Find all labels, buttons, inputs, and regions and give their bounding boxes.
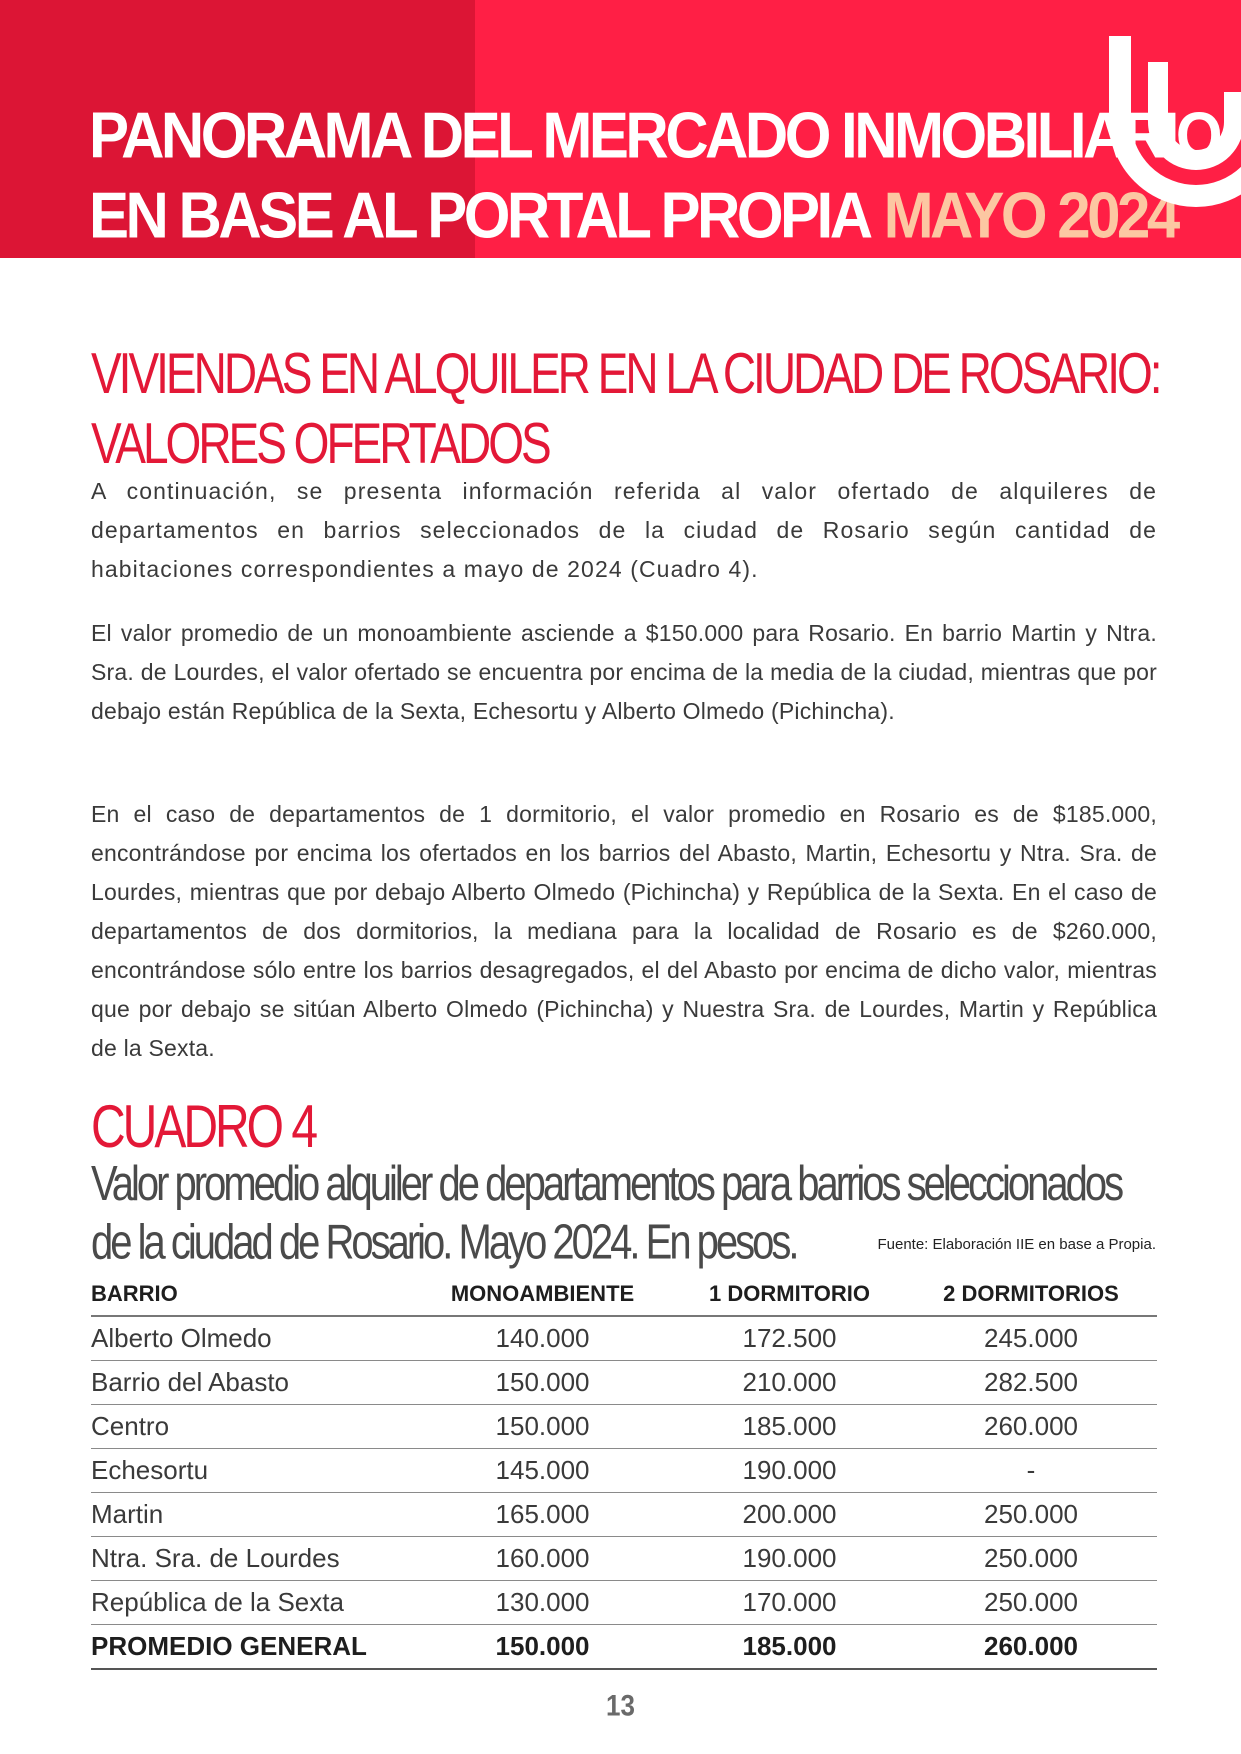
table-source: Fuente: Elaboración IIE en base a Propia.	[877, 1236, 1156, 1253]
cell-2-dormitorios: 260.000	[905, 1405, 1157, 1449]
table-label: CUADRO 4	[91, 1094, 316, 1161]
brand-logo-icon	[1096, 22, 1241, 222]
cell-2-dormitorios: -	[905, 1449, 1157, 1493]
cell-2-dormitorios: 282.500	[905, 1361, 1157, 1405]
table-row	[91, 1361, 1157, 1405]
cell-total-label: PROMEDIO GENERAL	[91, 1625, 411, 1670]
cell-total-monoambiente: 150.000	[411, 1625, 674, 1670]
cell-total-2-dormitorios: 260.000	[905, 1625, 1157, 1670]
cell-1-dormitorio: 190.000	[674, 1537, 905, 1581]
cell-1-dormitorio: 200.000	[674, 1493, 905, 1537]
report-title	[89, 96, 1219, 256]
rent-table	[91, 1272, 1157, 1670]
header-2-dormitorios: 2 DORMITORIOS	[905, 1272, 1157, 1316]
cell-2-dormitorios: 250.000	[905, 1581, 1157, 1625]
cell-1-dormitorio: 210.000	[674, 1361, 905, 1405]
header-monoambiente: MONOAMBIENTE	[411, 1272, 674, 1316]
paragraph-intro: A continuación, se presenta información referida al valor ofertado de alquileres de departamentos en barrios seleccionados de la ciudad de Rosario según cantidad de habitaciones correspondientes a mayo de 2024 (Cuadro 4).	[91, 478, 1157, 582]
table-row	[91, 1405, 1157, 1449]
cell-monoambiente: 165.000	[411, 1493, 674, 1537]
header-barrio: BARRIO	[91, 1272, 411, 1316]
cell-barrio: República de la Sexta	[91, 1581, 411, 1625]
table-row	[91, 1449, 1157, 1493]
table-row	[91, 1316, 1157, 1361]
report-date: MAYO 2024	[883, 179, 1177, 252]
table-row	[91, 1537, 1157, 1581]
cell-monoambiente: 145.000	[411, 1449, 674, 1493]
cell-barrio: Ntra. Sra. de Lourdes	[91, 1537, 411, 1581]
cell-barrio: Martin	[91, 1493, 411, 1537]
table-total-row	[91, 1625, 1157, 1670]
cell-1-dormitorio: 190.000	[674, 1449, 905, 1493]
section-title-line1: VIVIENDAS EN ALQUILER EN LA CIUDAD DE ROSARIO:	[91, 340, 1160, 406]
cell-2-dormitorios: 250.000	[905, 1537, 1157, 1581]
paragraph-dormitorios: En el caso de departamentos de 1 dormitorio, el valor promedio en Rosario es de $185.000, encontrándose por encima los ofertados en los barrios del Abasto, Martin, Echesortu y Ntra. Sra. de Lourdes, mientras que por debajo Alberto Olmedo (Pichincha) y República de la Sexta. En el caso de departamentos de dos dormitorios, la mediana para la localidad de Rosario es de $260.000, encontrándose sólo entre los barrios desagregados, el del Abasto por encima de dicho valor, mientras que por debajo se sitúan Alberto Olmedo (Pichincha) y Nuestra Sra. de Lourdes, Martin y República de la Sexta.	[91, 801, 1157, 1061]
cell-1-dormitorio: 172.500	[674, 1316, 905, 1361]
table-row	[91, 1493, 1157, 1537]
cell-barrio: Barrio del Abasto	[91, 1361, 411, 1405]
cell-2-dormitorios: 250.000	[905, 1493, 1157, 1537]
header-1-dormitorio: 1 DORMITORIO	[674, 1272, 905, 1316]
cell-1-dormitorio: 185.000	[674, 1405, 905, 1449]
cell-monoambiente: 140.000	[411, 1316, 674, 1361]
cell-monoambiente: 130.000	[411, 1581, 674, 1625]
paragraph-monoambiente: El valor promedio de un monoambiente asciende a $150.000 para Rosario. En barrio Martin y Ntra. Sra. de Lourdes, el valor ofertado se encuentra por encima de la media de la ciudad, mientras que por debajo están República de la Sexta, Echesortu y Alberto Olmedo (Pichincha).	[91, 620, 1157, 724]
page-number: 13	[606, 1687, 635, 1723]
cell-2-dormitorios: 245.000	[905, 1316, 1157, 1361]
cell-barrio: Alberto Olmedo	[91, 1316, 411, 1361]
cell-barrio: Centro	[91, 1405, 411, 1449]
cell-monoambiente: 160.000	[411, 1537, 674, 1581]
report-title-line1: PANORAMA DEL MERCADO INMOBILIARIO	[89, 99, 1220, 172]
cell-total-1-dormitorio: 185.000	[674, 1625, 905, 1670]
table-header-row	[91, 1272, 1157, 1316]
table-row	[91, 1581, 1157, 1625]
report-title-line2: EN BASE AL PORTAL PROPIA MAYO 2024	[89, 179, 1177, 252]
section-title	[91, 338, 1160, 478]
cell-monoambiente: 150.000	[411, 1405, 674, 1449]
cell-barrio: Echesortu	[91, 1449, 411, 1493]
cell-monoambiente: 150.000	[411, 1361, 674, 1405]
table-caption: Valor promedio alquiler de departamentos para barrios seleccionados de la ciudad de Rosario. Mayo 2024. En pesos.	[91, 1157, 1122, 1270]
section-title-line2: VALORES OFERTADOS	[91, 410, 549, 476]
cell-1-dormitorio: 170.000	[674, 1581, 905, 1625]
header-banner	[0, 0, 1241, 258]
